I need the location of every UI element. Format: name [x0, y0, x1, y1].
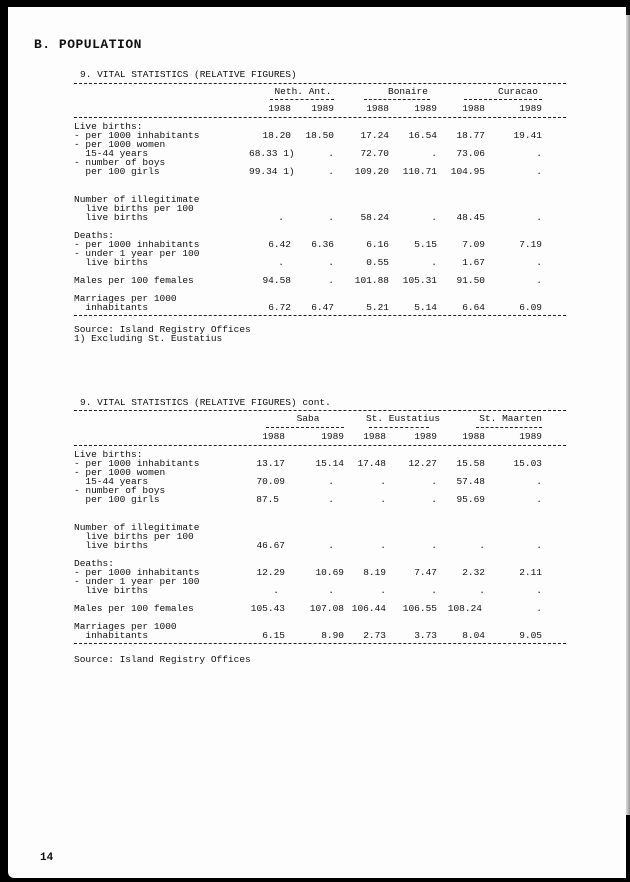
- group-underline: [369, 427, 429, 428]
- cell: 18.77: [456, 130, 485, 141]
- cell: 109.20: [354, 166, 389, 177]
- footnote: 1) Excluding St. Eustatius: [74, 333, 223, 344]
- cell: 99.34 1): [249, 166, 295, 177]
- row-label: 15-44 years: [74, 148, 149, 159]
- year-header: 1989: [311, 103, 334, 114]
- row-label: - per 1000 inhabitants: [74, 567, 200, 578]
- cell: 0.55: [366, 257, 389, 268]
- row-label: live births: [74, 212, 149, 223]
- cell: .: [273, 585, 279, 596]
- year-header: 1988: [462, 103, 485, 114]
- cell: 5.15: [414, 239, 437, 250]
- row-label: inhabitants: [74, 302, 149, 313]
- cell: 6.16: [366, 239, 389, 250]
- row-label: - under 1 year per 100: [74, 576, 200, 587]
- year-header: 1989: [414, 431, 437, 442]
- source-note: Source: Island Registry Offices: [74, 324, 251, 335]
- row-label: Marriages per 1000: [74, 293, 177, 304]
- cell: .: [328, 166, 334, 177]
- rule-bottom: [74, 315, 566, 316]
- document-page: [8, 7, 626, 878]
- row-label: - under 1 year per 100: [74, 248, 200, 259]
- row-label: Deaths:: [74, 558, 114, 569]
- cell: 12.27: [408, 458, 437, 469]
- cell: 3.73: [414, 630, 437, 641]
- row-label: live births: [74, 585, 149, 596]
- group-header: Saba: [296, 413, 320, 424]
- cell: .: [328, 212, 334, 223]
- cell: 2.32: [462, 567, 485, 578]
- cell: 91.50: [456, 275, 485, 286]
- cell: 9.05: [519, 630, 542, 641]
- cell: 101.88: [354, 275, 389, 286]
- row-label: - per 1000 inhabitants: [74, 239, 200, 250]
- cell: 104.95: [450, 166, 485, 177]
- cell: 73.06: [456, 148, 485, 159]
- cell: .: [536, 257, 542, 268]
- cell: .: [328, 148, 334, 159]
- row-label: Live births:: [74, 121, 143, 132]
- group-header: St. Eustatius: [365, 413, 441, 424]
- group-underline: [270, 99, 334, 100]
- cell: .: [536, 476, 542, 487]
- cell: 18.20: [262, 130, 291, 141]
- cell: 72.70: [360, 148, 389, 159]
- row-label: - per 1000 inhabitants: [74, 458, 200, 469]
- cell: .: [278, 257, 284, 268]
- year-header: 1989: [519, 431, 542, 442]
- cell: 6.09: [519, 302, 542, 313]
- cell: 2.73: [363, 630, 386, 641]
- group-header: Neth. Ant.: [274, 86, 332, 97]
- row-label: live births per 100: [74, 203, 194, 214]
- cell: .: [278, 212, 284, 223]
- table-title: 9. VITAL STATISTICS (RELATIVE FIGURES) cont.: [80, 397, 331, 408]
- cell: 6.72: [268, 302, 291, 313]
- cell: 2.11: [519, 567, 542, 578]
- cell: 17.24: [360, 130, 389, 141]
- year-header: 1988: [363, 431, 386, 442]
- cell: 15.03: [513, 458, 542, 469]
- group-underline: [266, 427, 344, 428]
- cell: 48.45: [456, 212, 485, 223]
- cell: .: [431, 476, 437, 487]
- cell: .: [431, 540, 437, 551]
- cell: .: [431, 148, 437, 159]
- cell: .: [536, 585, 542, 596]
- cell: 8.19: [363, 567, 386, 578]
- source-note: Source: Island Registry Offices: [74, 654, 251, 665]
- row-label: inhabitants: [74, 630, 149, 641]
- row-label: - per 1000 inhabitants: [74, 130, 200, 141]
- cell: .: [328, 476, 334, 487]
- cell: .: [479, 585, 485, 596]
- group-header: Curacao: [498, 86, 538, 97]
- row-label: Number of illegitimate: [74, 522, 200, 533]
- cell: .: [536, 148, 542, 159]
- cell: 18.50: [305, 130, 334, 141]
- cell: 8.90: [321, 630, 344, 641]
- rule-top: [74, 410, 566, 411]
- cell: .: [328, 257, 334, 268]
- row-label: per 100 girls: [74, 494, 160, 505]
- cell: 105.31: [402, 275, 437, 286]
- cell: 108.24: [447, 603, 482, 614]
- row-label: - number of boys: [74, 157, 166, 168]
- row-label: Males per 100 females: [74, 603, 194, 614]
- year-header: 1988: [366, 103, 389, 114]
- cell: 16.54: [408, 130, 437, 141]
- year-header: 1989: [519, 103, 542, 114]
- cell: 94.58: [262, 275, 291, 286]
- row-label: - number of boys: [74, 485, 166, 496]
- cell: 10.69: [315, 567, 344, 578]
- cell: 7.19: [519, 239, 542, 250]
- row-label: per 100 girls: [74, 166, 160, 177]
- row-label: - per 1000 women: [74, 467, 166, 478]
- cell: 8.04: [462, 630, 485, 641]
- cell: 87.5: [256, 494, 279, 505]
- cell: .: [380, 540, 386, 551]
- cell: 12.29: [256, 567, 285, 578]
- cell: 107.08: [309, 603, 344, 614]
- cell: .: [380, 494, 386, 505]
- cell: .: [536, 540, 542, 551]
- row-label: - per 1000 women: [74, 139, 166, 150]
- row-label: 15-44 years: [74, 476, 149, 487]
- cell: 6.42: [268, 239, 291, 250]
- row-label: Males per 100 females: [74, 275, 194, 286]
- cell: .: [536, 603, 542, 614]
- cell: 7.47: [414, 567, 437, 578]
- cell: 5.14: [414, 302, 437, 313]
- cell: .: [536, 275, 542, 286]
- cell: 68.33 1): [249, 148, 295, 159]
- group-underline: [364, 99, 430, 100]
- cell: 13.17: [256, 458, 285, 469]
- table-title: 9. VITAL STATISTICS (RELATIVE FIGURES): [80, 69, 297, 80]
- rule-top: [74, 83, 566, 84]
- cell: 15.14: [315, 458, 344, 469]
- cell: .: [431, 257, 437, 268]
- section-title: B. POPULATION: [34, 37, 142, 52]
- cell: 6.47: [311, 302, 334, 313]
- cell: .: [431, 494, 437, 505]
- cell: 46.67: [256, 540, 285, 551]
- page-edge-shadow: [626, 15, 630, 815]
- cell: .: [479, 540, 485, 551]
- year-header: 1989: [414, 103, 437, 114]
- cell: 106.44: [351, 603, 386, 614]
- group-underline: [476, 427, 542, 428]
- cell: .: [536, 166, 542, 177]
- row-label: live births per 100: [74, 531, 194, 542]
- cell: 6.15: [262, 630, 285, 641]
- cell: .: [328, 275, 334, 286]
- group-header: Bonaire: [388, 86, 428, 97]
- page-number: 14: [40, 852, 54, 864]
- row-label: live births: [74, 540, 149, 551]
- cell: 70.09: [256, 476, 285, 487]
- row-label: Marriages per 1000: [74, 621, 177, 632]
- group-header: St. Maarten: [479, 413, 542, 424]
- rule-bottom: [74, 643, 566, 644]
- row-label: Live births:: [74, 449, 143, 460]
- cell: .: [431, 585, 437, 596]
- group-underline: [464, 99, 542, 100]
- rule-header-bottom: [74, 117, 566, 118]
- cell: .: [328, 494, 334, 505]
- cell: 7.09: [462, 239, 485, 250]
- cell: 15.58: [456, 458, 485, 469]
- cell: 106.55: [402, 603, 437, 614]
- cell: 57.48: [456, 476, 485, 487]
- cell: 19.41: [513, 130, 542, 141]
- year-header: 1988: [268, 103, 291, 114]
- cell: .: [536, 212, 542, 223]
- cell: 5.21: [366, 302, 389, 313]
- row-label: Number of illegitimate: [74, 194, 200, 205]
- cell: .: [328, 540, 334, 551]
- cell: 58.24: [360, 212, 389, 223]
- cell: .: [536, 494, 542, 505]
- cell: 17.48: [357, 458, 386, 469]
- cell: 1.67: [462, 257, 485, 268]
- cell: 95.69: [456, 494, 485, 505]
- year-header: 1988: [262, 431, 285, 442]
- cell: .: [328, 585, 334, 596]
- rule-header-bottom: [74, 445, 566, 446]
- cell: .: [431, 212, 437, 223]
- cell: 6.64: [462, 302, 485, 313]
- year-header: 1989: [321, 431, 344, 442]
- cell: 110.71: [402, 166, 437, 177]
- row-label: Deaths:: [74, 230, 114, 241]
- row-label: live births: [74, 257, 149, 268]
- cell: .: [380, 476, 386, 487]
- cell: 6.36: [311, 239, 334, 250]
- cell: .: [380, 585, 386, 596]
- year-header: 1988: [462, 431, 485, 442]
- cell: 105.43: [250, 603, 285, 614]
